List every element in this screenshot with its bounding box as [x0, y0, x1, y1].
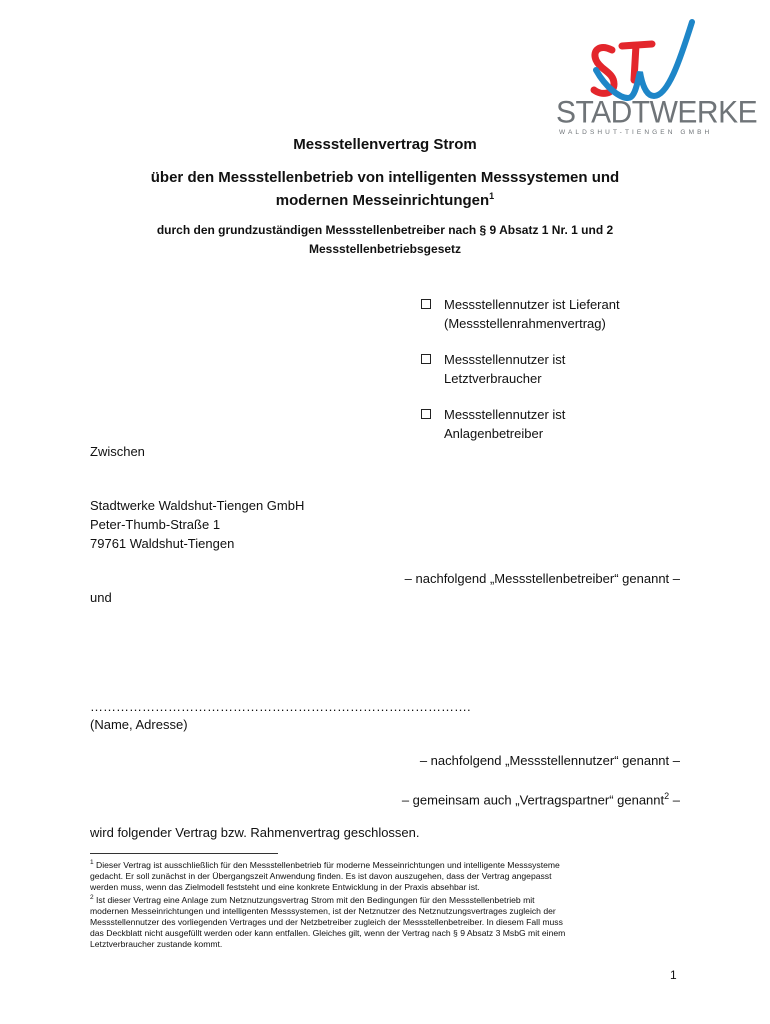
footnote-2-line: das Deckblatt nicht ausgefüllt werden oder kann entfallen. Gleiches gilt, wenn der Vertrag nach § 9 Absatz 3 MsbG mit einem [90, 927, 566, 938]
checkbox-anlagenbetreiber[interactable] [421, 409, 431, 419]
operator-role: – nachfolgend „Messstellenbetreiber“ genannt – [404, 571, 680, 586]
option-anlagenbetreiber-label: Messstellennutzer ist [444, 407, 566, 422]
option-lieferant-sublabel: (Messstellenrahmenvertrag) [444, 316, 606, 331]
user-name-blank[interactable]: ……………………………………………………………………………. [90, 699, 471, 714]
page-number: 1 [670, 968, 677, 982]
footnote-1 [90, 857, 686, 893]
checkbox-lieferant[interactable] [421, 299, 431, 309]
conclusion-text: wird folgender Vertrag bzw. Rahmenvertrag geschlossen. [90, 825, 420, 840]
document-subtitle [0, 168, 770, 210]
checkbox-letztverbraucher[interactable] [421, 354, 431, 364]
legal-basis-line2: Messstellenbetriebsgesetz [308, 242, 462, 256]
footnote-2-mark: 2 [90, 894, 94, 901]
logo-subline: WALDSHUT-TIENGEN GMBH [559, 129, 713, 136]
logo-w-swoosh [596, 22, 692, 98]
footnote-2 [90, 892, 686, 950]
user-name-hint: (Name, Adresse) [90, 717, 188, 732]
operator-street: Peter-Thumb-Straße 1 [90, 517, 221, 532]
operator-city: 79761 Waldshut-Tiengen [90, 536, 235, 551]
footnote-2-line: Ist dieser Vertrag eine Anlage zum Netznutzungsvertrag Strom mit den Bedingungen für den Messstellenbetrieb mit [93, 894, 535, 905]
footnote-1-mark: 1 [90, 859, 94, 866]
joint-role-end: – [669, 792, 680, 808]
legal-basis [0, 221, 770, 259]
footnote-1-line: Dieser Vertrag ist ausschließlich für den Messstellenbetrieb für moderne Messeinrichtungen und intelligente Messsysteme [93, 859, 560, 870]
subtitle-line1: über den Messstellenbetrieb von intelligenten Messsystemen und [150, 169, 620, 186]
between-label: Zwischen [90, 444, 145, 459]
footnote-separator [90, 853, 278, 854]
logo-wordmark: STADTWERKE [556, 95, 758, 130]
footnote-1-line: werden muss, wenn das Zielmodell feststeht und eine konkrete Entwicklung in der Praxis absehbar ist. [90, 881, 480, 892]
joint-role [402, 787, 680, 809]
and-label: und [90, 590, 112, 605]
document-title: Messstellenvertrag Strom [293, 136, 477, 153]
footnote-2-line: Messstellennutzer des vorliegenden Vertrages und der Netzbetreiber zugleich der Messstellenbetreiber. In diesem Fall muss [90, 916, 563, 927]
option-letztverbraucher-sublabel: Letztverbraucher [444, 371, 542, 386]
footnote-ref-1: 1 [489, 191, 495, 201]
footnote-1-line: gedacht. Er soll zunächst in der Übergangszeit Anwendung finden. Es ist davon auszugehen, dass der Vertrag angepasst [90, 870, 552, 881]
joint-role-text: – gemeinsam auch „Vertragspartner“ genannt [401, 792, 665, 808]
operator-address [90, 496, 304, 553]
footnote-2-line: Letztverbraucher zustande kommt. [90, 938, 223, 949]
option-anlagenbetreiber-sublabel: Anlagenbetreiber [444, 426, 544, 441]
user-role: – nachfolgend „Messstellennutzer“ genannt – [419, 753, 680, 768]
option-lieferant-label: Messstellennutzer ist Lieferant [444, 297, 620, 312]
subtitle-line2: modernen Messeinrichtungen [275, 192, 490, 209]
operator-name: Stadtwerke Waldshut-Tiengen GmbH [90, 498, 305, 513]
footnote-ref-2: 2 [664, 791, 670, 801]
legal-basis-line1: durch den grundzuständigen Messstellenbetreiber nach § 9 Absatz 1 Nr. 1 und 2 [156, 223, 614, 237]
option-letztverbraucher-label: Messstellennutzer ist [444, 352, 566, 367]
footnote-2-line: modernen Messeinrichtungen und intelligenten Messsystemen, ist der Netznutzer des Netznutzungsvertrages zugleich der [90, 905, 556, 916]
